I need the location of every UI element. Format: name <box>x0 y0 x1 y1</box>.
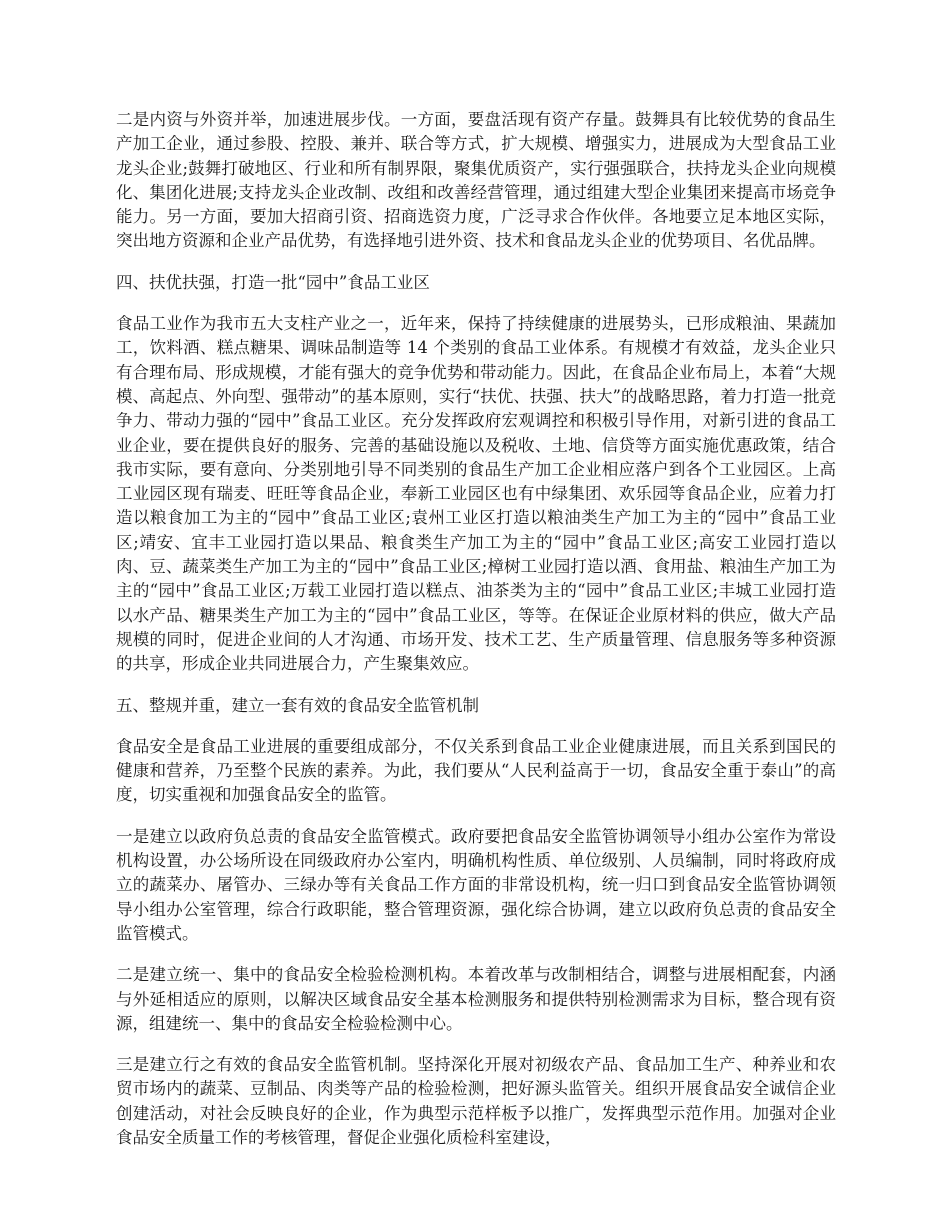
section-heading-5: 五、整规并重，建立一套有效的食品安全监管机制 <box>116 695 479 715</box>
paragraph-food-safety-intro: 食品安全是食品工业进展的重要组成部分，不仅关系到食品工业企业健康进展，而且关系到国民的健康和营养，乃至整个民族的素养。为此，我们要从“人民利益高于一切，食品安全重于泰山”的高度，切实重视和加强食品安全的监管。 <box>116 736 836 805</box>
section-heading-4: 四、扶优扶强，打造一批“园中”食品工业区 <box>116 272 430 292</box>
document-body <box>116 108 836 1167</box>
paragraph-government-supervision: 一是建立以政府负总责的食品安全监管模式。政府要把食品安全监管协调领导小组办公室作为常设机构设置，办公场所设在同级政府办公室内，明确机构性质、单位级别、人员编制，同时将政府成立的蔬菜办、屠管办、三绿办等有关食品工作方面的非常设机构，统一归口到食品安全监管协调领导小组办公室管理，综合行政职能，整合管理资源，强化综合协调，建立以政府负总责的食品安全监管模式。 <box>116 826 836 943</box>
paragraph-inspection-agency: 二是建立统一、集中的食品安全检验检测机构。本着改革与改制相结合，调整与进展相配套，内涵与外延相适应的原则，以解决区域食品安全基本检测服务和提供特别检测需求为目标，整合现有资源，组建统一、集中的食品安全检验检测中心。 <box>116 965 836 1033</box>
paragraph-food-industry-parks: 食品工业作为我市五大支柱产业之一，近年来，保持了持续健康的进展势头，已形成粮油、果蔬加工，饮料酒、糕点糖果、调味品制造等 14 个类别的食品工业体系。有规模才有效益，龙头企业只有合理布局、形成规模，才能有强大的竞争优势和带动能力。因此，在食品企业布局上，本着“大规模、高起点、外向型、强带动”的基本原则，实行“扶优、扶强、扶大”的战略思路，着力打造一批竞争力、带动力强的“园中”食品工业区。充分发挥政府宏观调控和积极引导作用，对新引进的食品工业企业，要在提供良好的服务、完善的基础设施以及税收、土地、信贷等方面实施优惠政策，结合我市实际，要有意向、分类别地引导不同类别的食品生产加工企业相应落户到各个工业园区。上高工业园区现有瑞麦、旺旺等食品企业，奉新工业园区也有中绿集团、欢乐园等食品企业，应着力打造以粮食加工为主的“园中”食品工业区;袁州工业区打造以粮油类生产加工为主的“园中”食品工业区;靖安、宜丰工业园打造以果品、粮食类生产加工为主的“园中”食品工业区;高安工业园打造以肉、豆、蔬菜类生产加工为主的“园中”食品工业区;樟树工业园打造以酒、食用盐、粮油生产加工为主的“园中”食品工业区;万载工业园打造以糕点、油茶类为主的“园中”食品工业区;丰城工业园打造以水产品、糖果类生产加工为主的“园中”食品工业区，等等。在保证企业原材料的供应，做大产品规模的同时，促进企业间的人才沟通、市场开发、技术工艺、生产质量管理、信息服务等多种资源的共享，形成企业共同进展合力，产生聚集效应。 <box>116 314 836 674</box>
paragraph-domestic-foreign-capital: 二是内资与外资并举，加速进展步伐。一方面，要盘活现有资产存量。鼓舞具有比较优势的食品生产加工企业，通过参股、控股、兼并、联合等方式，扩大规模、增强实力，进展成为大型食品工业龙头企业;鼓舞打破地区、行业和所有制界限，聚集优质资产，实行强强联合，扶持龙头企业向规模化、集团化进展;支持龙头企业改制、改组和改善经营管理，通过组建大型企业集团来提高市场竞争能力。另一方面，要加大招商引资、招商选资力度，广泛寻求合作伙伴。各地要立足本地区实际，突出地方资源和企业产品优势，有选择地引进外资、技术和食品龙头企业的优势项目、名优品牌。 <box>116 110 836 251</box>
paragraph-supervision-mechanism: 三是建立行之有效的食品安全监管机制。坚持深化开展对初级农产品、食品加工生产、种养业和农贸市场内的蔬菜、豆制品、肉类等产品的检验检测，把好源头监管关。组织开展食品安全诚信企业创建活动，对社会反映良好的企业，作为典型示范样板予以推广，发挥典型示范作用。加强对企业食品安全质量工作的考核管理，督促企业强化质检科室建设， <box>116 1055 836 1147</box>
